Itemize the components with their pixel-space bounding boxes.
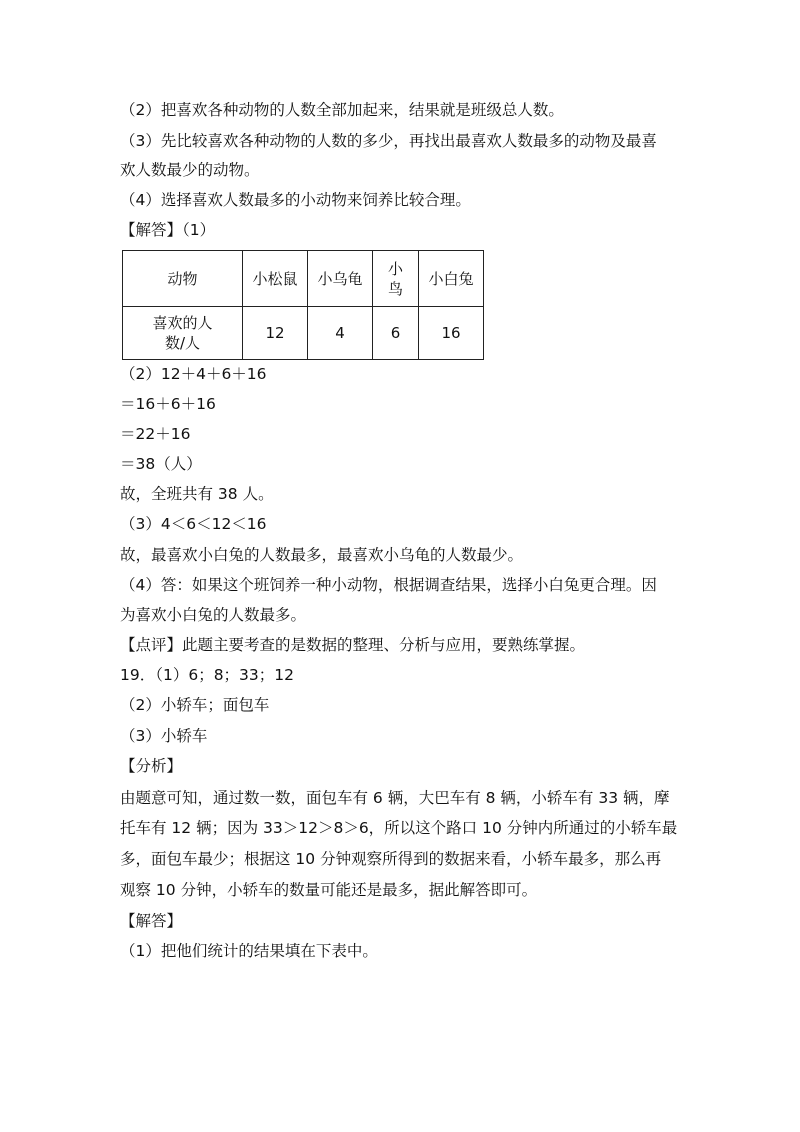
table-row — [123, 307, 484, 360]
value-bird: 6 — [373, 307, 419, 360]
header-rabbit: 小白兔 — [419, 251, 484, 307]
text-line: （3）小轿车 — [120, 727, 208, 745]
header-squirrel: 小松鼠 — [243, 251, 308, 307]
section-heading: 【解答】（1） — [120, 221, 216, 239]
text-line: 为喜欢小白兔的人数最多。 — [120, 606, 307, 624]
text-line: 19．（1）6；8；33；12 — [120, 666, 295, 684]
text-line: （3）4＜6＜12＜16 — [120, 515, 267, 533]
text-line: （2）小轿车；面包车 — [120, 696, 270, 714]
section-heading: 【解答】 — [120, 912, 183, 930]
text-line: 欢人数最少的动物。 — [120, 161, 260, 179]
text-line: （2）12＋4＋6＋16 — [120, 365, 267, 383]
text-line: 托车有 12 辆；因为 33＞12＞8＞6，所以这个路口 10 分钟内所通过的小轿车最 — [120, 819, 678, 837]
text-line: ＝38（人） — [120, 455, 202, 473]
text-line: 故，最喜欢小白兔的人数最多，最喜欢小乌龟的人数最少。 — [120, 546, 524, 564]
text-line: 由题意可知，通过数一数，面包车有 6 辆，大巴车有 8 辆，小轿车有 33 辆，摩 — [120, 789, 670, 807]
text-line: 故，全班共有 38 人。 — [120, 485, 274, 503]
text-line: （4）答：如果这个班饲养一种小动物，根据调查结果，选择小白兔更合理。因 — [120, 576, 657, 594]
animal-preference-table — [122, 250, 484, 360]
value-squirrel: 12 — [243, 307, 308, 360]
header-animal: 动物 — [123, 251, 243, 307]
row-label: 喜欢的人数/人 — [123, 307, 243, 360]
value-rabbit: 16 — [419, 307, 484, 360]
text-line: 观察 10 分钟，小轿车的数量可能还是最多，据此解答即可。 — [120, 881, 538, 899]
text-line: （3）先比较喜欢各种动物的人数的多少，再找出最喜欢人数最多的动物及最喜 — [120, 132, 657, 150]
text-line: （1）把他们统计的结果填在下表中。 — [120, 942, 378, 960]
text-line: 【点评】此题主要考查的是数据的整理、分析与应用，要熟练掌握。 — [120, 636, 586, 654]
text-line: ＝16＋6＋16 — [120, 395, 216, 413]
text-line: 多，面包车最少；根据这 10 分钟观察所得到的数据来看，小轿车最多，那么再 — [120, 850, 662, 868]
text-line: ＝22＋16 — [120, 425, 191, 443]
text-line: （4）选择喜欢人数最多的小动物来饲养比较合理。 — [120, 191, 471, 209]
section-heading: 【分析】 — [120, 757, 183, 775]
text-line: （2）把喜欢各种动物的人数全部加起来，结果就是班级总人数。 — [120, 101, 564, 119]
value-turtle: 4 — [308, 307, 373, 360]
header-bird: 小鸟 — [373, 251, 419, 307]
table-header-row — [123, 251, 484, 307]
header-turtle: 小乌龟 — [308, 251, 373, 307]
